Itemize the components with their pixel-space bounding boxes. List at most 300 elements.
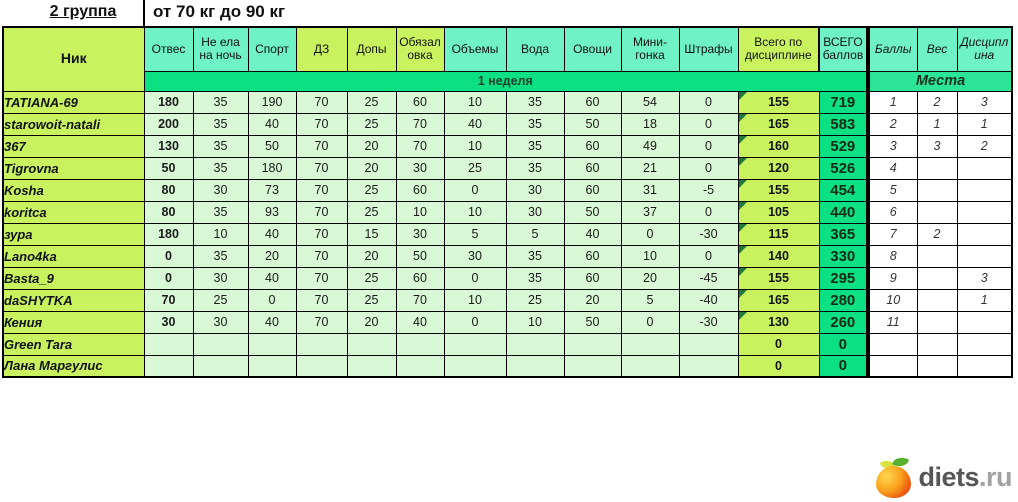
- cell-otves[interactable]: 50: [144, 157, 193, 179]
- cell-voda[interactable]: 25: [506, 289, 564, 311]
- cell-ovoshchi[interactable]: 50: [564, 113, 621, 135]
- cell-sport[interactable]: 0: [248, 289, 296, 311]
- comment-marker-icon: [739, 268, 747, 276]
- cell-dopy[interactable]: [347, 333, 396, 355]
- cell-ne-ela-na-noch[interactable]: 35: [193, 245, 248, 267]
- cell-obyemy[interactable]: 40: [444, 113, 506, 135]
- cell-voda[interactable]: 5: [506, 223, 564, 245]
- table-row: [3, 157, 867, 179]
- apple-body: [876, 466, 911, 498]
- column-header-sport[interactable]: Спорт: [248, 27, 296, 71]
- cell-dz[interactable]: 70: [296, 201, 347, 223]
- cell-place-disciplina[interactable]: [957, 179, 1012, 201]
- cell-otves[interactable]: 180: [144, 91, 193, 113]
- comment-marker-icon: [739, 180, 747, 188]
- column-header-ves[interactable]: Вес: [917, 27, 957, 71]
- cell-shtrafy[interactable]: -30: [679, 311, 738, 333]
- cell-place-disciplina[interactable]: 3: [957, 267, 1012, 289]
- cell-place-bally[interactable]: 2: [869, 113, 917, 135]
- total-discipline-value: 160: [768, 139, 789, 153]
- cell-ne-ela-na-noch[interactable]: [193, 333, 248, 355]
- cell-dz[interactable]: [296, 333, 347, 355]
- cell-mini-gonka[interactable]: 54: [621, 91, 679, 113]
- table-row: [3, 223, 867, 245]
- cell-vsego-po-discipline[interactable]: [738, 135, 819, 157]
- cell-shtrafy[interactable]: -30: [679, 223, 738, 245]
- comment-marker-icon: [739, 312, 747, 320]
- places-table: [868, 26, 1013, 378]
- cell-sport[interactable]: 40: [248, 311, 296, 333]
- cell-mini-gonka[interactable]: 0: [621, 223, 679, 245]
- cell-mini-gonka[interactable]: 18: [621, 113, 679, 135]
- places-header-row: [869, 27, 1012, 71]
- table-row: [869, 179, 1012, 201]
- cell-nick[interactable]: Basta_9: [3, 267, 144, 289]
- cell-mini-gonka[interactable]: [621, 355, 679, 377]
- cell-obyazalovka[interactable]: [396, 355, 444, 377]
- cell-voda[interactable]: 35: [506, 245, 564, 267]
- cell-vsego-ballov[interactable]: 440: [819, 201, 867, 223]
- cell-otves[interactable]: 80: [144, 179, 193, 201]
- cell-dopy[interactable]: 25: [347, 179, 396, 201]
- table-row: [869, 289, 1012, 311]
- total-discipline-value: 105: [768, 205, 789, 219]
- cell-place-ves[interactable]: [917, 311, 957, 333]
- cell-place-bally[interactable]: 4: [869, 157, 917, 179]
- cell-place-ves[interactable]: [917, 289, 957, 311]
- cell-dopy[interactable]: 25: [347, 201, 396, 223]
- table-row: [869, 157, 1012, 179]
- total-discipline-value: 140: [768, 249, 789, 263]
- cell-otves[interactable]: 80: [144, 201, 193, 223]
- cell-place-bally[interactable]: 11: [869, 311, 917, 333]
- cell-ovoshchi[interactable]: 60: [564, 245, 621, 267]
- cell-dopy[interactable]: 20: [347, 245, 396, 267]
- cell-dopy[interactable]: 20: [347, 135, 396, 157]
- cell-dopy[interactable]: 25: [347, 267, 396, 289]
- cell-otves[interactable]: 0: [144, 245, 193, 267]
- cell-vsego-ballov[interactable]: 583: [819, 113, 867, 135]
- total-discipline-value: 0: [775, 337, 782, 351]
- cell-voda[interactable]: 35: [506, 135, 564, 157]
- cell-mini-gonka[interactable]: 31: [621, 179, 679, 201]
- cell-place-bally[interactable]: 10: [869, 289, 917, 311]
- comment-marker-icon: [739, 290, 747, 298]
- column-header-ne-ela-na-noch[interactable]: Не ела на ночь: [193, 27, 248, 71]
- cell-place-bally[interactable]: [869, 355, 917, 377]
- cell-place-disciplina[interactable]: 1: [957, 289, 1012, 311]
- cell-nick[interactable]: Kosha: [3, 179, 144, 201]
- total-discipline-value: 130: [768, 315, 789, 329]
- cell-ne-ela-na-noch[interactable]: 35: [193, 157, 248, 179]
- table-row: [869, 311, 1012, 333]
- table-row: [3, 91, 867, 113]
- cell-obyazalovka[interactable]: [396, 333, 444, 355]
- table-row: [869, 91, 1012, 113]
- comment-marker-icon: [739, 246, 747, 254]
- cell-place-disciplina[interactable]: [957, 355, 1012, 377]
- cell-place-disciplina[interactable]: 2: [957, 135, 1012, 157]
- cell-sport[interactable]: 190: [248, 91, 296, 113]
- total-discipline-value: 155: [768, 95, 789, 109]
- cell-ne-ela-na-noch[interactable]: 35: [193, 201, 248, 223]
- places-band-row: [869, 71, 1012, 91]
- cell-place-ves[interactable]: 3: [917, 135, 957, 157]
- cell-place-ves[interactable]: [917, 157, 957, 179]
- cell-shtrafy[interactable]: -5: [679, 179, 738, 201]
- cell-place-disciplina[interactable]: [957, 201, 1012, 223]
- cell-dopy[interactable]: 20: [347, 311, 396, 333]
- brand-tld: .ru: [978, 461, 1012, 492]
- cell-sport[interactable]: 40: [248, 267, 296, 289]
- cell-sport[interactable]: 40: [248, 223, 296, 245]
- cell-obyemy[interactable]: 10: [444, 201, 506, 223]
- table-row: [3, 201, 867, 223]
- cell-dz[interactable]: [296, 355, 347, 377]
- cell-shtrafy[interactable]: [679, 355, 738, 377]
- table-row: [869, 245, 1012, 267]
- cell-ovoshchi[interactable]: 60: [564, 91, 621, 113]
- group-title[interactable]: 2 группа: [49, 3, 117, 20]
- cell-ovoshchi[interactable]: 60: [564, 135, 621, 157]
- cell-shtrafy[interactable]: 0: [679, 113, 738, 135]
- watermark-text: [918, 462, 1012, 493]
- cell-place-disciplina[interactable]: [957, 245, 1012, 267]
- cell-ne-ela-na-noch[interactable]: 25: [193, 289, 248, 311]
- cell-otves[interactable]: 200: [144, 113, 193, 135]
- cell-vsego-ballov[interactable]: 526: [819, 157, 867, 179]
- total-discipline-value: 165: [768, 293, 789, 307]
- cell-shtrafy[interactable]: 0: [679, 157, 738, 179]
- cell-dz[interactable]: 70: [296, 223, 347, 245]
- cell-obyemy[interactable]: 10: [444, 135, 506, 157]
- cell-ne-ela-na-noch[interactable]: [193, 355, 248, 377]
- cell-ne-ela-na-noch[interactable]: 35: [193, 113, 248, 135]
- cell-obyazalovka[interactable]: 60: [396, 91, 444, 113]
- cell-place-ves[interactable]: [917, 201, 957, 223]
- comment-marker-icon: [739, 136, 747, 144]
- cell-obyemy[interactable]: 30: [444, 245, 506, 267]
- cell-place-disciplina[interactable]: 3: [957, 91, 1012, 113]
- cell-place-bally[interactable]: 9: [869, 267, 917, 289]
- cell-vsego-ballov[interactable]: 0: [819, 355, 867, 377]
- cell-place-ves[interactable]: [917, 245, 957, 267]
- comment-marker-icon: [739, 202, 747, 210]
- weight-range-title[interactable]: от 70 кг до 90 кг: [153, 2, 286, 21]
- cell-place-disciplina[interactable]: [957, 223, 1012, 245]
- cell-sport[interactable]: [248, 333, 296, 355]
- cell-dopy[interactable]: 20: [347, 157, 396, 179]
- cell-nick[interactable]: Лана Маргулис: [3, 355, 144, 377]
- table-row: [869, 201, 1012, 223]
- cell-voda[interactable]: 30: [506, 201, 564, 223]
- cell-obyemy[interactable]: 0: [444, 311, 506, 333]
- cell-dz[interactable]: 70: [296, 135, 347, 157]
- cell-vsego-po-discipline[interactable]: [738, 289, 819, 311]
- cell-dopy[interactable]: [347, 355, 396, 377]
- cell-sport[interactable]: 20: [248, 245, 296, 267]
- cell-vsego-po-discipline[interactable]: [738, 91, 819, 113]
- cell-obyazalovka[interactable]: 70: [396, 135, 444, 157]
- column-header-obyemy[interactable]: Объемы: [444, 27, 506, 71]
- cell-obyemy[interactable]: [444, 355, 506, 377]
- cell-mini-gonka[interactable]: 0: [621, 311, 679, 333]
- cell-sport[interactable]: 93: [248, 201, 296, 223]
- cell-vsego-po-discipline[interactable]: [738, 201, 819, 223]
- cell-voda[interactable]: 35: [506, 91, 564, 113]
- column-header-vsego-po-discipline[interactable]: Всего по дисциплине: [738, 27, 819, 71]
- table-row: [869, 113, 1012, 135]
- results-table-body: [3, 27, 867, 377]
- cell-nick[interactable]: Кения: [3, 311, 144, 333]
- cell-shtrafy[interactable]: -45: [679, 267, 738, 289]
- cell-nick[interactable]: зура: [3, 223, 144, 245]
- cell-ovoshchi[interactable]: 40: [564, 223, 621, 245]
- cell-obyazalovka[interactable]: 30: [396, 223, 444, 245]
- cell-dopy[interactable]: 15: [347, 223, 396, 245]
- column-header-otves[interactable]: Отвес: [144, 27, 193, 71]
- table-row: [3, 311, 867, 333]
- table-row: [869, 355, 1012, 377]
- column-header-shtrafy[interactable]: Штрафы: [679, 27, 738, 71]
- cell-place-ves[interactable]: [917, 333, 957, 355]
- cell-obyemy[interactable]: 25: [444, 157, 506, 179]
- cell-nick[interactable]: Lano4ka: [3, 245, 144, 267]
- cell-place-bally[interactable]: [869, 333, 917, 355]
- cell-dz[interactable]: 70: [296, 267, 347, 289]
- column-header-obyazalovka[interactable]: Обязаловка: [396, 27, 444, 71]
- cell-place-bally[interactable]: 6: [869, 201, 917, 223]
- cell-place-bally[interactable]: 7: [869, 223, 917, 245]
- cell-mini-gonka[interactable]: [621, 333, 679, 355]
- cell-otves[interactable]: 0: [144, 267, 193, 289]
- cell-vsego-po-discipline[interactable]: [738, 355, 819, 377]
- cell-ovoshchi[interactable]: 60: [564, 157, 621, 179]
- cell-ne-ela-na-noch[interactable]: 30: [193, 179, 248, 201]
- column-divider: [143, 0, 145, 26]
- cell-vsego-ballov[interactable]: 365: [819, 223, 867, 245]
- results-table: [2, 26, 868, 378]
- cell-obyazalovka[interactable]: 60: [396, 179, 444, 201]
- cell-vsego-ballov[interactable]: 295: [819, 267, 867, 289]
- cell-place-disciplina[interactable]: [957, 311, 1012, 333]
- cell-dz[interactable]: 70: [296, 113, 347, 135]
- cell-ovoshchi[interactable]: 60: [564, 267, 621, 289]
- table-row: [3, 267, 867, 289]
- cell-ovoshchi[interactable]: 20: [564, 289, 621, 311]
- cell-mini-gonka[interactable]: 20: [621, 267, 679, 289]
- cell-vsego-po-discipline[interactable]: [738, 245, 819, 267]
- cell-obyazalovka[interactable]: 60: [396, 267, 444, 289]
- cell-mini-gonka[interactable]: 5: [621, 289, 679, 311]
- cell-shtrafy[interactable]: 0: [679, 201, 738, 223]
- cell-obyazalovka[interactable]: 10: [396, 201, 444, 223]
- cell-dz[interactable]: 70: [296, 179, 347, 201]
- cell-shtrafy[interactable]: -40: [679, 289, 738, 311]
- cell-vsego-ballov[interactable]: 454: [819, 179, 867, 201]
- comment-marker-icon: [739, 158, 747, 166]
- cell-mini-gonka[interactable]: 49: [621, 135, 679, 157]
- cell-vsego-ballov[interactable]: 529: [819, 135, 867, 157]
- cell-otves[interactable]: 70: [144, 289, 193, 311]
- table-row: [3, 355, 867, 377]
- cell-vsego-po-discipline[interactable]: [738, 223, 819, 245]
- cell-place-ves[interactable]: [917, 267, 957, 289]
- cell-obyazalovka[interactable]: 50: [396, 245, 444, 267]
- cell-place-bally[interactable]: 5: [869, 179, 917, 201]
- cell-obyemy[interactable]: 0: [444, 267, 506, 289]
- column-header-mini-gonka[interactable]: Мини-гонка: [621, 27, 679, 71]
- cell-voda[interactable]: [506, 333, 564, 355]
- cell-ne-ela-na-noch[interactable]: 10: [193, 223, 248, 245]
- cell-ovoshchi[interactable]: 50: [564, 201, 621, 223]
- cell-shtrafy[interactable]: 0: [679, 91, 738, 113]
- total-discipline-value: 165: [768, 117, 789, 131]
- cell-voda[interactable]: 10: [506, 311, 564, 333]
- cell-ne-ela-na-noch[interactable]: 35: [193, 135, 248, 157]
- cell-sport[interactable]: 40: [248, 113, 296, 135]
- cell-ne-ela-na-noch[interactable]: 30: [193, 311, 248, 333]
- comment-marker-icon: [739, 92, 747, 100]
- cell-place-disciplina[interactable]: [957, 333, 1012, 355]
- table-row: [3, 135, 867, 157]
- cell-dz[interactable]: 70: [296, 157, 347, 179]
- column-header-vsego-ballov[interactable]: ВСЕГО баллов: [819, 27, 867, 71]
- total-discipline-value: 155: [768, 271, 789, 285]
- cell-sport[interactable]: [248, 355, 296, 377]
- cell-otves[interactable]: 180: [144, 223, 193, 245]
- table-row: [3, 245, 867, 267]
- cell-nick[interactable]: daSHYTKA: [3, 289, 144, 311]
- column-header-disciplina[interactable]: Дисциплина: [957, 27, 1012, 71]
- cell-place-bally[interactable]: 8: [869, 245, 917, 267]
- cell-nick[interactable]: Green Tara: [3, 333, 144, 355]
- cell-otves[interactable]: [144, 355, 193, 377]
- cell-voda[interactable]: [506, 355, 564, 377]
- cell-shtrafy[interactable]: 0: [679, 245, 738, 267]
- cell-voda[interactable]: 30: [506, 179, 564, 201]
- cell-sport[interactable]: 73: [248, 179, 296, 201]
- cell-obyemy[interactable]: [444, 333, 506, 355]
- cell-vsego-ballov[interactable]: 0: [819, 333, 867, 355]
- column-header-dopy[interactable]: Допы: [347, 27, 396, 71]
- cell-ne-ela-na-noch[interactable]: 30: [193, 267, 248, 289]
- cell-vsego-ballov[interactable]: 280: [819, 289, 867, 311]
- week-band-label[interactable]: 1 неделя: [144, 71, 867, 91]
- cell-obyazalovka[interactable]: 30: [396, 157, 444, 179]
- cell-obyemy[interactable]: 10: [444, 289, 506, 311]
- cell-otves[interactable]: [144, 333, 193, 355]
- table-row: [3, 179, 867, 201]
- cell-sport[interactable]: 180: [248, 157, 296, 179]
- cell-dz[interactable]: 70: [296, 91, 347, 113]
- cell-vsego-po-discipline[interactable]: [738, 267, 819, 289]
- cell-vsego-po-discipline[interactable]: [738, 179, 819, 201]
- cell-place-ves[interactable]: 2: [917, 223, 957, 245]
- cell-nick[interactable]: Tigrovna: [3, 157, 144, 179]
- places-band-label[interactable]: Места: [869, 71, 1012, 91]
- comment-marker-icon: [739, 224, 747, 232]
- cell-vsego-po-discipline[interactable]: [738, 157, 819, 179]
- places-table-body: [869, 27, 1012, 377]
- cell-obyemy[interactable]: 5: [444, 223, 506, 245]
- apple-logo-icon: [875, 456, 913, 498]
- cell-otves[interactable]: 30: [144, 311, 193, 333]
- cell-dopy[interactable]: 25: [347, 289, 396, 311]
- column-header-nick[interactable]: Ник: [3, 27, 144, 91]
- table-row: [869, 267, 1012, 289]
- cell-dopy[interactable]: 25: [347, 91, 396, 113]
- cell-shtrafy[interactable]: [679, 333, 738, 355]
- cell-obyemy[interactable]: 0: [444, 179, 506, 201]
- cell-place-ves[interactable]: [917, 355, 957, 377]
- cell-shtrafy[interactable]: 0: [679, 135, 738, 157]
- column-header-bally[interactable]: Баллы: [869, 27, 917, 71]
- cell-dz[interactable]: 70: [296, 311, 347, 333]
- cell-dz[interactable]: 70: [296, 289, 347, 311]
- cell-place-disciplina[interactable]: [957, 157, 1012, 179]
- cell-nick[interactable]: 367: [3, 135, 144, 157]
- total-discipline-value: 155: [768, 183, 789, 197]
- cell-mini-gonka[interactable]: 10: [621, 245, 679, 267]
- total-discipline-value: 0: [775, 358, 782, 373]
- cell-ovoshchi[interactable]: [564, 333, 621, 355]
- cell-voda[interactable]: 35: [506, 267, 564, 289]
- cell-obyazalovka[interactable]: 70: [396, 113, 444, 135]
- cell-place-bally[interactable]: 1: [869, 91, 917, 113]
- cell-ovoshchi[interactable]: 50: [564, 311, 621, 333]
- cell-voda[interactable]: 35: [506, 113, 564, 135]
- table-row: [869, 135, 1012, 157]
- cell-place-ves[interactable]: [917, 179, 957, 201]
- cell-ne-ela-na-noch[interactable]: 35: [193, 91, 248, 113]
- table-row: [869, 223, 1012, 245]
- diets-ru-watermark: [875, 456, 1012, 498]
- cell-place-ves[interactable]: 2: [917, 91, 957, 113]
- cell-nick[interactable]: starowoit-natali: [3, 113, 144, 135]
- cell-place-disciplina[interactable]: 1: [957, 113, 1012, 135]
- cell-sport[interactable]: 50: [248, 135, 296, 157]
- cell-voda[interactable]: 35: [506, 157, 564, 179]
- table-row: [869, 333, 1012, 355]
- cell-place-ves[interactable]: 1: [917, 113, 957, 135]
- table-row: [3, 333, 867, 355]
- cell-obyazalovka[interactable]: 40: [396, 311, 444, 333]
- cell-obyemy[interactable]: 10: [444, 91, 506, 113]
- cell-nick[interactable]: koritca: [3, 201, 144, 223]
- cell-vsego-ballov[interactable]: 330: [819, 245, 867, 267]
- column-header-dz[interactable]: ДЗ: [296, 27, 347, 71]
- column-header-ovoshchi[interactable]: Овощи: [564, 27, 621, 71]
- cell-mini-gonka[interactable]: 37: [621, 201, 679, 223]
- cell-place-bally[interactable]: 3: [869, 135, 917, 157]
- cell-vsego-po-discipline[interactable]: [738, 333, 819, 355]
- cell-obyazalovka[interactable]: 70: [396, 289, 444, 311]
- cell-vsego-ballov[interactable]: 719: [819, 91, 867, 113]
- cell-vsego-ballov[interactable]: 260: [819, 311, 867, 333]
- cell-ovoshchi[interactable]: 60: [564, 179, 621, 201]
- cell-nick[interactable]: TATIANA-69: [3, 91, 144, 113]
- cell-dz[interactable]: 70: [296, 245, 347, 267]
- cell-vsego-po-discipline[interactable]: [738, 113, 819, 135]
- cell-ovoshchi[interactable]: [564, 355, 621, 377]
- cell-mini-gonka[interactable]: 21: [621, 157, 679, 179]
- column-header-voda[interactable]: Вода: [506, 27, 564, 71]
- cell-vsego-po-discipline[interactable]: [738, 311, 819, 333]
- comment-marker-icon: [739, 114, 747, 122]
- cell-dopy[interactable]: 25: [347, 113, 396, 135]
- cell-otves[interactable]: 130: [144, 135, 193, 157]
